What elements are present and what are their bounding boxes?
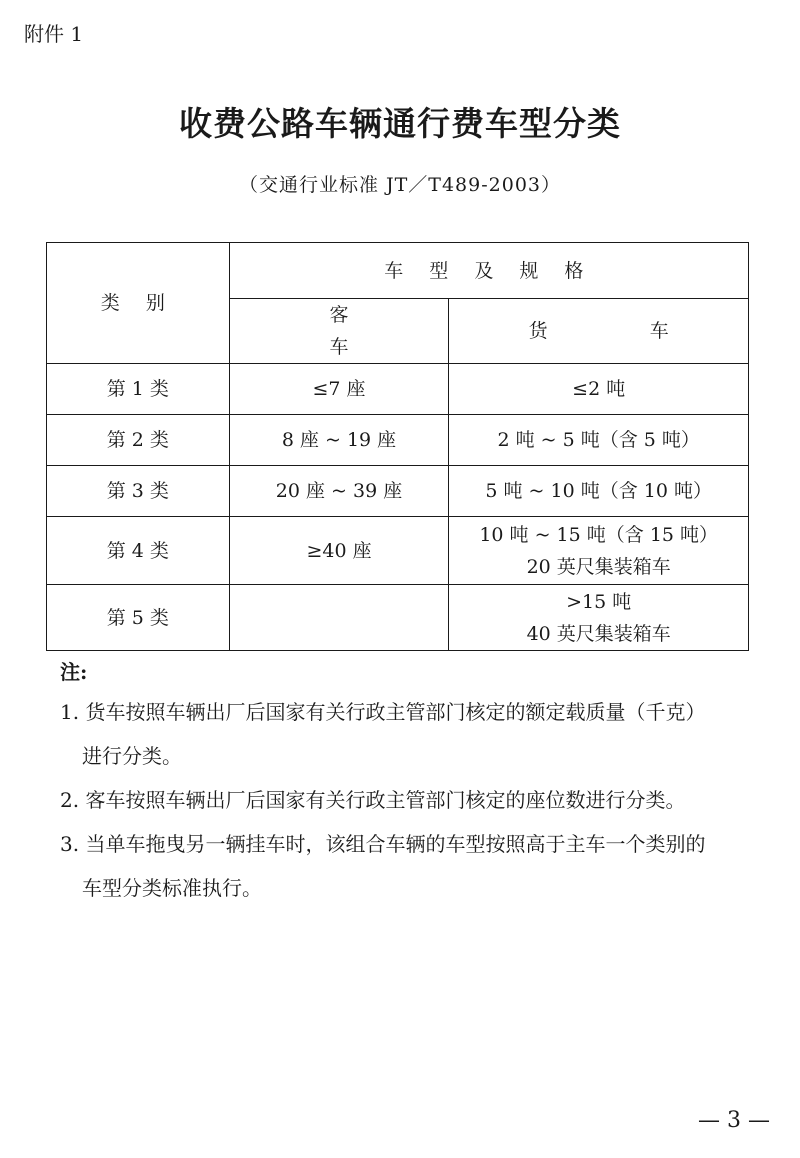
- note-line: 3. 当单车拖曳另一辆挂车时，该组合车辆的车型按照高于主车一个类别的: [60, 832, 706, 856]
- note-line: 1. 货车按照车辆出厂后国家有关行政主管部门核定的额定载质量（千克）: [60, 700, 706, 724]
- row-category: 第 5 类: [47, 585, 230, 651]
- row-bus: ≤7 座: [229, 364, 449, 415]
- row-truck-line1: 2 吨 ~ 5 吨（含 5 吨）: [497, 429, 700, 451]
- table-row: [47, 585, 749, 651]
- attachment-label: 附件 1: [24, 22, 84, 46]
- header-spec: 车 型 及 规 格: [229, 243, 748, 299]
- table-row: [47, 415, 749, 466]
- row-bus: ≥40 座: [229, 517, 449, 585]
- row-truck: [449, 466, 749, 517]
- row-category: 第 1 类: [47, 364, 230, 415]
- notes-title: 注:: [60, 660, 88, 684]
- table-row: [47, 517, 749, 585]
- row-truck: [449, 585, 749, 651]
- row-truck: [449, 517, 749, 585]
- row-category: 第 3 类: [47, 466, 230, 517]
- document-subtitle: （交通行业标准 JT／T489-2003）: [238, 174, 562, 196]
- note-item: [60, 690, 752, 778]
- row-bus: [229, 585, 449, 651]
- row-truck-line1: 5 吨 ~ 10 吨（含 10 吨）: [485, 480, 712, 502]
- table-row: [47, 364, 749, 415]
- row-bus: 20 座 ~ 39 座: [229, 466, 449, 517]
- row-truck-line2: 40 英尺集装箱车: [526, 622, 671, 645]
- note-line: 2. 客车按照车辆出厂后国家有关行政主管部门核定的座位数进行分类。: [60, 788, 686, 812]
- header-truck: 货 车: [449, 299, 749, 364]
- row-category: 第 4 类: [47, 517, 230, 585]
- row-truck-line1: ≤2 吨: [572, 378, 626, 400]
- row-truck: [449, 364, 749, 415]
- row-category: 第 2 类: [47, 415, 230, 466]
- row-truck-line1: >15 吨: [566, 590, 632, 613]
- row-truck: [449, 415, 749, 466]
- note-continuation: 进行分类。: [82, 744, 182, 768]
- note-item: [60, 822, 752, 910]
- row-bus: 8 座 ~ 19 座: [229, 415, 449, 466]
- header-category: 类 别: [47, 243, 230, 364]
- vehicle-classification-table: [46, 242, 749, 651]
- table-row: [47, 466, 749, 517]
- page-number: — 3 —: [698, 1108, 770, 1133]
- note-item: [60, 778, 752, 822]
- document-title: 收费公路车辆通行费车型分类: [179, 104, 621, 143]
- note-continuation: 车型分类标准执行。: [82, 876, 262, 900]
- header-bus: 客 车: [229, 299, 449, 364]
- row-truck-line2: 20 英尺集装箱车: [526, 555, 671, 578]
- row-truck-line1: 10 吨 ~ 15 吨（含 15 吨）: [479, 523, 719, 546]
